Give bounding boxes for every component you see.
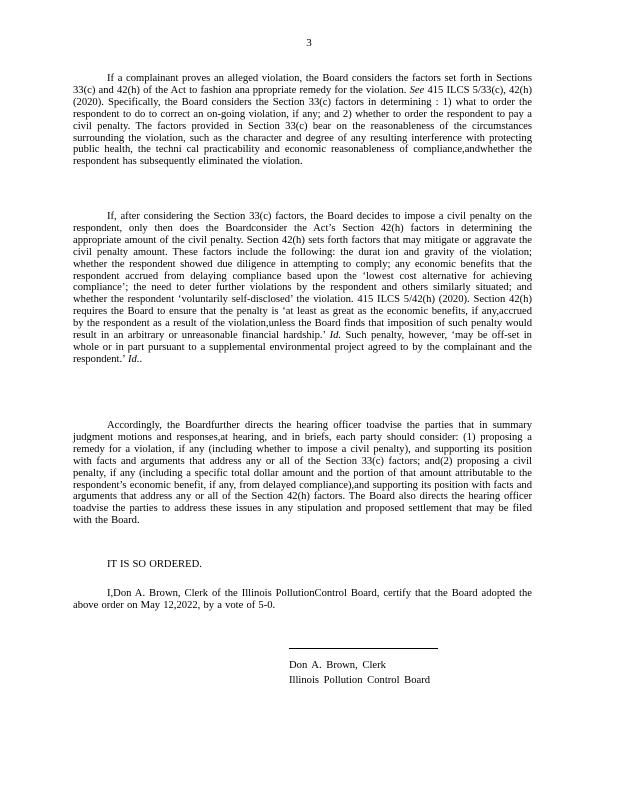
remedy-factors-text-a: If a complainant proves an alleged violation, the Board considers the factors set forth in Sections 33(c) and 42(h) of the Act to fashion ana ppropriate remedy for the violation.	[73, 73, 532, 96]
see-citation-signal: See	[409, 84, 425, 96]
remedy-factors-text-b: 415 ILCS 5/33(c), 42(h) (2020). Specifically, the Board considers the Section 33(c) factors in determining : 1) what to order the respondent to do to correct an on-going violation, if any; and 2) whether to order the respondent to pay a civil penalty. The factors provided in Section 33(c) bear on the reasonableness of the circumstances surrounding the violation, such as the character and degree of any resulting interference with protecting public health, the techni cal practicability and economic reasonableness of compliance,andwhether the respondent has subsequently eliminated the violation.	[73, 84, 533, 168]
remedy-factors-paragraph	[73, 73, 532, 168]
signatory-title: Illinois Pollution Control Board	[289, 675, 431, 686]
civil-penalty-paragraph	[73, 211, 532, 366]
civil-penalty-text-a: If, after considering the Section 33(c) factors, the Board decides to impose a civil penalty on the respondent, only then does the Boardconsider the Act’s Section 42(h) factors in determining the appropriate amount of the civil penalty. Section 42(h) sets forth factors that may mitigate or aggravate the civil penalty amount. These factors include the following: the durat ion and gravity of the violation; whether the respondent showed due diligence in attempting to comply; any economic benefits that the respondent accrued from delaying compliance based upon the ‘lowest cost alternative for achieving compliance’; the need to deter further violations by the respondent and others similarly situated; and whether the respondent ‘voluntarily self-disclosed’ the violation. 415 ILCS 5/42(h) (2020). Section 42(h) requires the Board to ensure that the penalty is ‘at least as great as the economic benefits, if any,accrued by the respondent as a result of the violation,unless the Board finds that imposition of such penalty would result in an arbitrary or unreasonable financial hardship.’	[73, 211, 532, 342]
clerk-certification-paragraph: I,Don A. Brown, Clerk of the Illinois PollutionControl Board, certify that the Board adopted the above order on May 12,2022, by a vote of 5-0.	[73, 588, 532, 611]
civil-penalty-text-b: Such penalty, however, ‘may be off-set in whole or in part pursuant to a supplemental environmental project agreed to by the complainant and the respondent.’	[73, 330, 532, 365]
hearing-officer-directive-paragraph: Accordingly, the Boardfurther directs the hearing officer toadvise the parties that in summary judgment motions and responses,at hearing, and in briefs, each party should consider: (1) proposing a remedy for a violation, if any (including whether to impose a civil penalty), and supporting its position with facts and arguments that address any or all of the Section 33(c) factors; and(2) proposing a civil penalty, if any (including a specific total dollar amount and the portion of that amount attributable to the respondent’s economic benefit, if any, from delayed compliance),and supporting its position with facts and arguments that address any or all of the Section 42(h) factors. The Board also directs the hearing officer toadvise the parties to address these issues in any stipulation and proposed settlement that may be filed with the Board.	[73, 420, 532, 527]
signatory-name: Don A. Brown, Clerk	[289, 660, 386, 671]
signature-line	[289, 648, 438, 649]
id-citation-1: Id.	[329, 330, 342, 342]
id-citation-2: Id.	[128, 353, 140, 365]
civil-penalty-text-end: .	[139, 353, 143, 365]
page-number: 3	[306, 37, 312, 49]
so-ordered-line: IT IS SO ORDERED.	[107, 559, 202, 570]
